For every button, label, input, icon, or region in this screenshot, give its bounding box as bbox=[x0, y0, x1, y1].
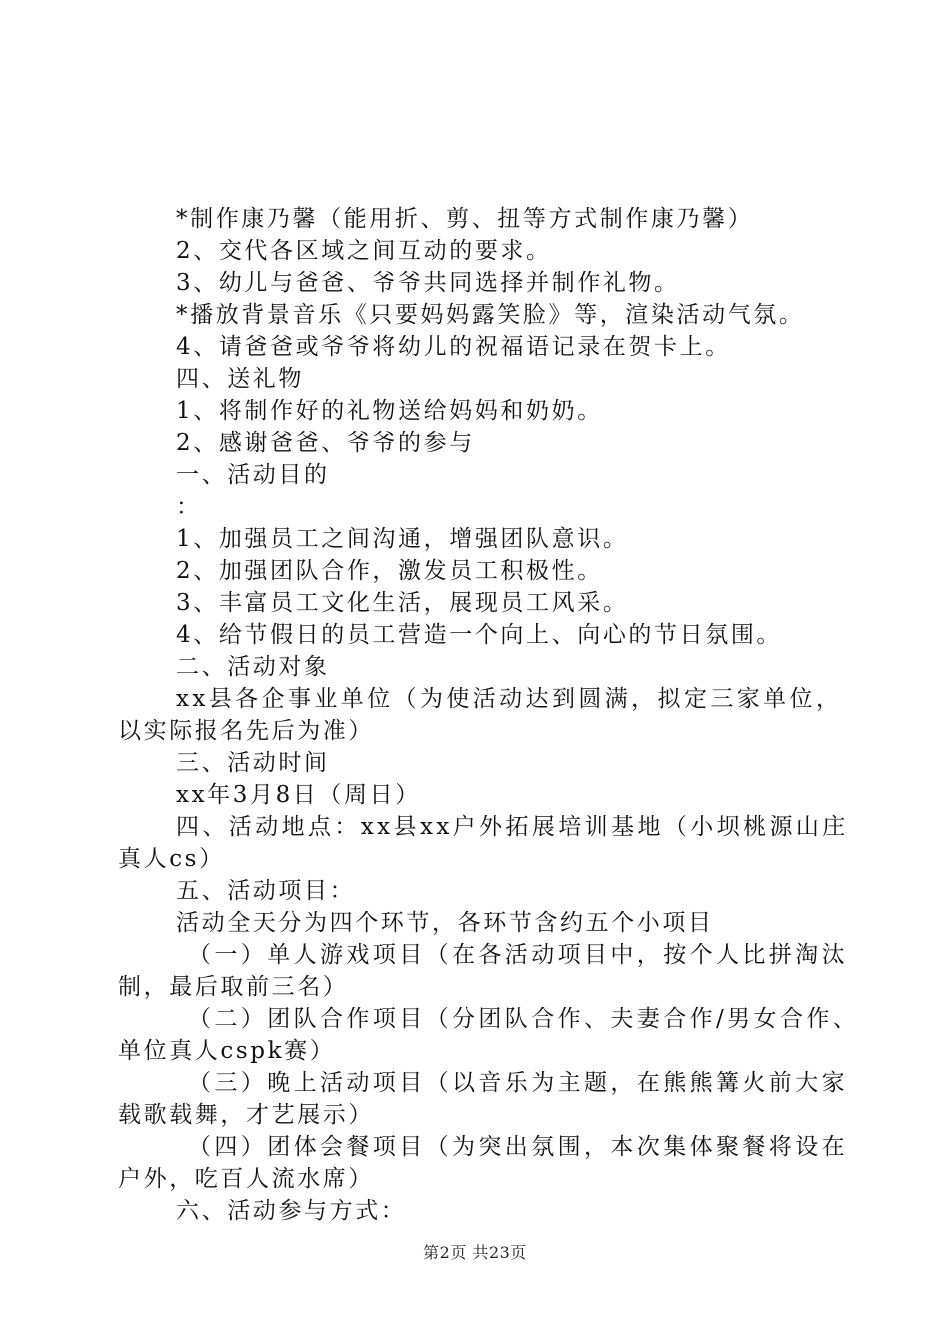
paragraph-line: 活动全天分为四个环节，各环节含约五个小项目 bbox=[176, 910, 714, 936]
paragraph-line: xx县各企事业单位（为使活动达到圆满，拟定三家单位， bbox=[176, 686, 843, 712]
section-heading: 二、活动对象 bbox=[176, 654, 330, 680]
list-item: （二）团队合作项目（分团队合作、夫妻合作/男女合作、 bbox=[188, 1006, 860, 1032]
section-heading: 六、活动参与方式： bbox=[176, 1198, 407, 1224]
paragraph-line: 真人cs） bbox=[118, 846, 225, 872]
paragraph-line: xx年3月8日（周日） bbox=[176, 782, 421, 808]
page-number-footer: 第2页 共23页 bbox=[423, 1243, 527, 1262]
list-item: （三）晚上活动项目（以音乐为主题，在熊熊篝火前大家 bbox=[188, 1070, 848, 1096]
section-heading: 四、送礼物 bbox=[176, 366, 304, 392]
paragraph-line: 3、丰富员工文化生活，展现员工风采。 bbox=[176, 590, 629, 616]
paragraph-line: 4、请爸爸或爷爷将幼儿的祝福语记录在贺卡上。 bbox=[176, 334, 731, 360]
paragraph-line: 户外，吃百人流水席） bbox=[118, 1166, 374, 1192]
section-heading: 三、活动时间 bbox=[176, 750, 330, 776]
section-heading: 一、活动目的 bbox=[176, 462, 330, 488]
paragraph-line: 3、幼儿与爸爸、爷爷共同选择并制作礼物。 bbox=[176, 270, 680, 296]
paragraph-line: 2、感谢爸爸、爷爷的参与 bbox=[176, 430, 475, 456]
paragraph-line: 以实际报名先后为准） bbox=[118, 718, 374, 744]
paragraph-line: 载歌载舞，才艺展示） bbox=[118, 1102, 374, 1128]
section-heading: 五、活动项目： bbox=[176, 878, 356, 904]
paragraph-line: *制作康乃馨（能用折、剪、扭等方式制作康乃馨） bbox=[176, 206, 754, 232]
paragraph-line: 1、加强员工之间沟通，增强团队意识。 bbox=[176, 526, 629, 552]
paragraph-line: *播放背景音乐《只要妈妈露笑脸》等，渲染活动气氛。 bbox=[176, 302, 805, 328]
paragraph-line: 2、交代各区域之间互动的要求。 bbox=[176, 238, 552, 264]
paragraph-line: 单位真人cspk赛） bbox=[118, 1038, 336, 1064]
paragraph-line: 4、给节假日的员工营造一个向上、向心的节日氛围。 bbox=[176, 622, 783, 648]
paragraph-line: 1、将制作好的礼物送给妈妈和奶奶。 bbox=[176, 398, 603, 424]
paragraph-line: 制，最后取前三名） bbox=[118, 974, 349, 1000]
document-body bbox=[118, 203, 860, 1227]
paragraph-line: 2、加强团队合作，激发员工积极性。 bbox=[176, 558, 603, 584]
section-heading: 四、活动地点：xx县xx户外拓展培训基地（小坝桃源山庄 bbox=[176, 814, 849, 840]
list-item: （四）团体会餐项目（为突出氛围，本次集体聚餐将设在 bbox=[188, 1134, 848, 1160]
paragraph-line: ： bbox=[176, 494, 202, 520]
list-item: （一）单人游戏项目（在各活动项目中，按个人比拼淘汰 bbox=[188, 942, 848, 968]
